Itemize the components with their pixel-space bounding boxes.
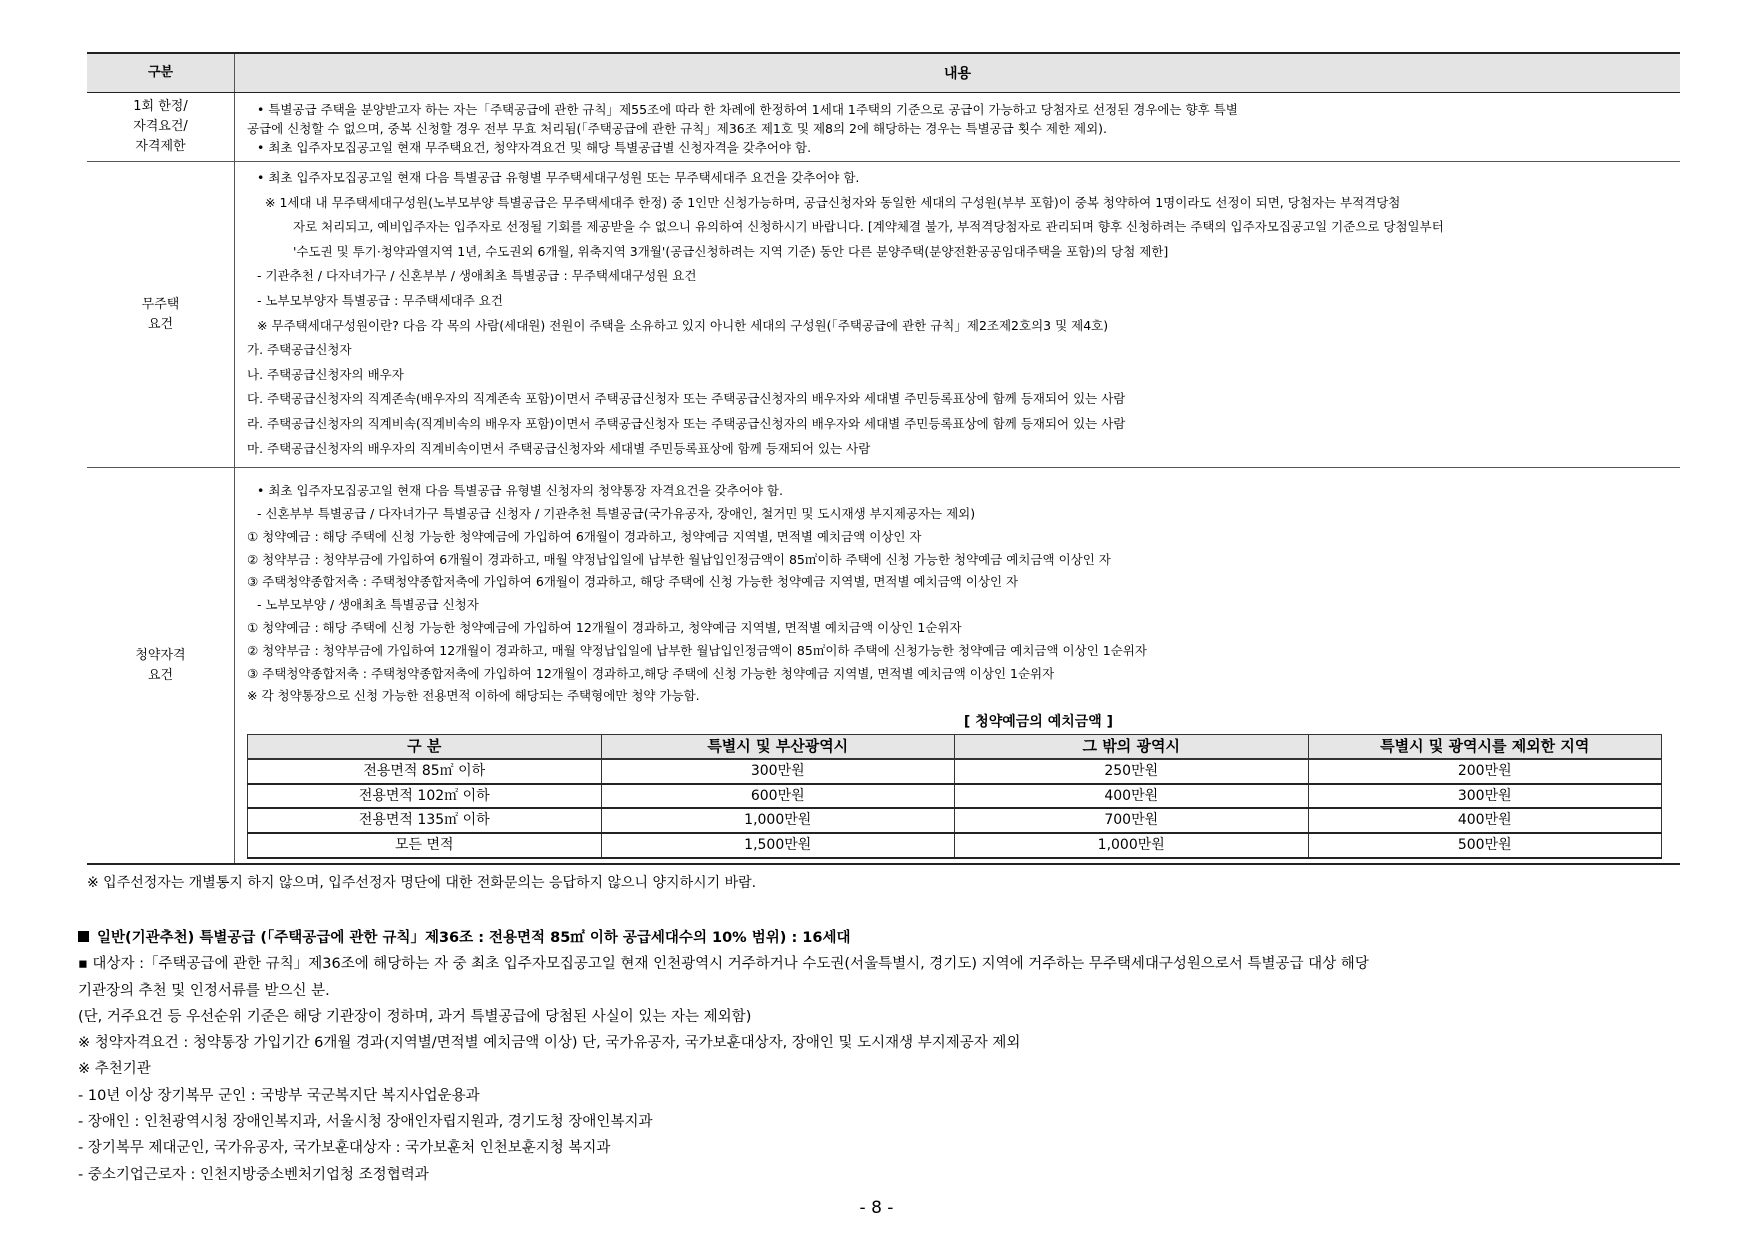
section-line: 기관장의 추천 및 인정서류를 받으신 분. — [78, 982, 330, 999]
deposit-header-cell: 특별시 및 부산광역시 — [601, 735, 955, 759]
deposit-row: 모든 면적 1,500만원 1,000만원 500만원 — [248, 833, 1662, 858]
section-line: (단, 거주요건 등 우선순위 기준은 해당 기관장이 정하며, 과거 특별공급에 당첨된 사실이 있는 자는 제외함) — [78, 1008, 752, 1025]
section-line: - 중소기업근로자 : 인천지방중소벤처기업청 조정협력과 — [78, 1166, 429, 1183]
deposit-table — [247, 734, 1662, 859]
special-supply-section — [78, 925, 1678, 1188]
page-number: - 8 - — [859, 1198, 894, 1218]
section-line: ※ 추천기관 — [78, 1061, 151, 1078]
header-category: 구분 — [87, 53, 235, 93]
table-row — [87, 468, 1680, 864]
row-category: 1회 한정/ 자격요건/ 자격제한 — [87, 93, 235, 162]
row-content: • 특별공급 주택을 분양받고자 하는 자는「주택공급에 관한 규칙」제55조에 따라 한 차례에 한정하여 1세대 1주택의 기준으로 공급이 가능하고 당첨자로 선정된 경우에는 향후 특별 공급에 신청할 수 없으며, 중복 신청할 경우 전부 무효 처리됨(「주택공급에 관한 규칙」제36조 제1호 및 제8의 2에 해당하는 경우는 특별공급 횟수 제한 제외). • 최초 입주자모집공고일 현재 무주택요건, 청약자격요건 및 해당 특별공급별 신청자격을 갖추어야 함. — [235, 93, 1681, 162]
square-bullet-icon — [78, 931, 89, 942]
section-line: - 장기복무 제대군인, 국가유공자, 국가보훈대상자 : 국가보훈처 인천보훈지청 복지과 — [78, 1140, 611, 1157]
section-line: ※ 청약자격요건 : 청약통장 가입기간 6개월 경과(지역별/면적별 예치금액 이상) 단, 국가유공자, 국가보훈대상자, 장애인 및 도시재생 부지제공자 제외 — [78, 1035, 1021, 1052]
section-line: - 장애인 : 인천광역시청 장애인복지과, 서울시청 장애인자립지원과, 경기도청 장애인복지과 — [78, 1114, 653, 1131]
row-content: • 최초 입주자모집공고일 현재 다음 특별공급 유형별 신청자의 청약통장 자격요건을 갖추어야 함. - 신혼부부 특별공급 / 다자녀가구 특별공급 신청자 / 기관추천 특별공급(국가유공자, 장애인, 철거민 및 도시재생 부지제공자는 제외) ① 청약예금 : 해당 주택에 신청 가능한 청약예금에 가입하여 6개월이 경과하고, 청약예금 지역별, 면적별 예치금액 이상인 자 ② 청약부금 : 청약부금에 가입하여 6개월이 경과하고, 매월 약정납입일에 납부한 월납입인정금액이 85㎡이하 주택에 신청 가능한 청약예금 예치금액 이상인 자 ③ 주택청약종합저축 : 주택청약종합저축에 가입하여 6개월이 경과하고, 해당 주택에 신청 가능한 청약예금 지역별, 면적별 예치금액 이상인 자 - 노부모부양 / 생애최초 특별공급 신청자 ① 청약예금 : 해당 주택에 신청 가능한 청약예금에 가입하여 12개월이 경과하고, 청약예금 지역별, 면적별 예치금액 이상인 1순위자 ② 청약부금 : 청약부금에 가입하여 12개월이 경과하고, 매월 약정납입일에 납부한 월납입인정금액이 85㎡이하 주택에 신청가능한 청약예금 예치금액 이상인 1순위자 ③ 주택청약종합저축 : 주택청약종합저축에 가입하여 12개월이 경과하고,해당 주택에 신청 가능한 청약예금 지역별, 면적별 예치금액 이상인 1순위자 ※ 각 청약통장으로 신청 가능한 전용면적 이하에 해당되는 주택형에만 청약 가능함. [ 청약예금의 예치금액 ] 구 분 특별시 및 부산광역시 그 밖의 광역시 특별시 및 광역시를 제외한 지역 전용면적 85㎡ 이하 300만원 250만원 200만원 전용면적 102㎡ 이하 600만원 400만원 300만원 전용면적 135㎡ 이하 1,000만원 700만원 400만원 모든 면적 1,500만원 1,000만원 500만원 — [235, 468, 1681, 864]
deposit-header-cell: 구 분 — [248, 735, 602, 759]
footnote: ※ 입주선정자는 개별통지 하지 않으며, 입주선정자 명단에 대한 전화문의는 응답하지 않으니 양지하시기 바람. — [87, 875, 757, 891]
deposit-header-cell: 그 밖의 광역시 — [955, 735, 1309, 759]
deposit-row: 전용면적 85㎡ 이하 300만원 250만원 200만원 — [248, 759, 1662, 784]
section-line: ▪ 대상자 :「주택공급에 관한 규칙」제36조에 해당하는 자 중 최초 입주자모집공고일 현재 인천광역시 거주하거나 수도권(서울특별시, 경기도) 지역에 거주하는 무주택세대구성원으로서 특별공급 대상 해당 — [78, 956, 1369, 973]
header-content: 내용 — [235, 53, 1681, 93]
deposit-row: 전용면적 102㎡ 이하 600만원 400만원 300만원 — [248, 784, 1662, 809]
section-heading: 일반(기관추천) 특별공급 (「주택공급에 관한 규칙」제36조 : 전용면적 85㎡ 이하 공급세대수의 10% 범위) : 16세대 — [78, 925, 1678, 951]
deposit-table-title: [ 청약예금의 예치금액 ] — [963, 714, 1114, 731]
table-row — [87, 162, 1680, 468]
row-category: 청약자격 요건 — [87, 468, 235, 864]
eligibility-table — [87, 52, 1680, 865]
section-line: - 10년 이상 장기복무 군인 : 국방부 국군복지단 복지사업운용과 — [78, 1087, 480, 1104]
table-row — [87, 93, 1680, 162]
row-category: 무주택 요건 — [87, 162, 235, 468]
deposit-header-cell: 특별시 및 광역시를 제외한 지역 — [1308, 735, 1662, 759]
row-content: • 최초 입주자모집공고일 현재 다음 특별공급 유형별 무주택세대구성원 또는 무주택세대주 요건을 갖추어야 함. ※ 1세대 내 무주택세대구성원(노부모부양 특별공급은 무주택세대주 한정) 중 1인만 신청가능하며, 공급신청자와 동일한 세대의 구성원(부부 포함)이 중복 청약하여 1명이라도 선정이 되면, 당첨자는 부적격당첨 자로 처리되고, 예비입주자는 입주자로 선정될 기회를 제공받을 수 없으니 유의하여 신청하시기 바랍니다. [계약체결 불가, 부적격당첨자로 관리되며 향후 신청하려는 주택의 입주자모집공고일 기준으로 당첨일부터 '수도권 및 투기·청약과열지역 1년, 수도권외 6개월, 위축지역 3개월'(공급신청하려는 지역 기준) 동안 다른 분양주택(분양전환공공임대주택을 포함)의 당첨 제한] - 기관추천 / 다자녀가구 / 신혼부부 / 생애최초 특별공급 : 무주택세대구성원 요건 - 노부모부양자 특별공급 : 무주택세대주 요건 ※ 무주택세대구성원이란? 다음 각 목의 사람(세대원) 전원이 주택을 소유하고 있지 아니한 세대의 구성원(「주택공급에 관한 규칙」제2조제2호의3 및 제4호) 가. 주택공급신청자 나. 주택공급신청자의 배우자 다. 주택공급신청자의 직계존속(배우자의 직계존속 포함)이면서 주택공급신청자 또는 주택공급신청자의 배우자와 세대별 주민등록표상에 함께 등재되어 있는 사람 라. 주택공급신청자의 직계비속(직계비속의 배우자 포함)이면서 주택공급신청자 또는 주택공급신청자의 배우자와 세대별 주민등록표상에 함께 등재되어 있는 사람 마. 주택공급신청자의 배우자의 직계비속이면서 주택공급신청자와 세대별 주민등록표상에 함께 등재되어 있는 사람 — [235, 162, 1681, 468]
deposit-header-row — [248, 735, 1662, 759]
table-header-row — [87, 53, 1680, 93]
deposit-row: 전용면적 135㎡ 이하 1,000만원 700만원 400만원 — [248, 808, 1662, 833]
